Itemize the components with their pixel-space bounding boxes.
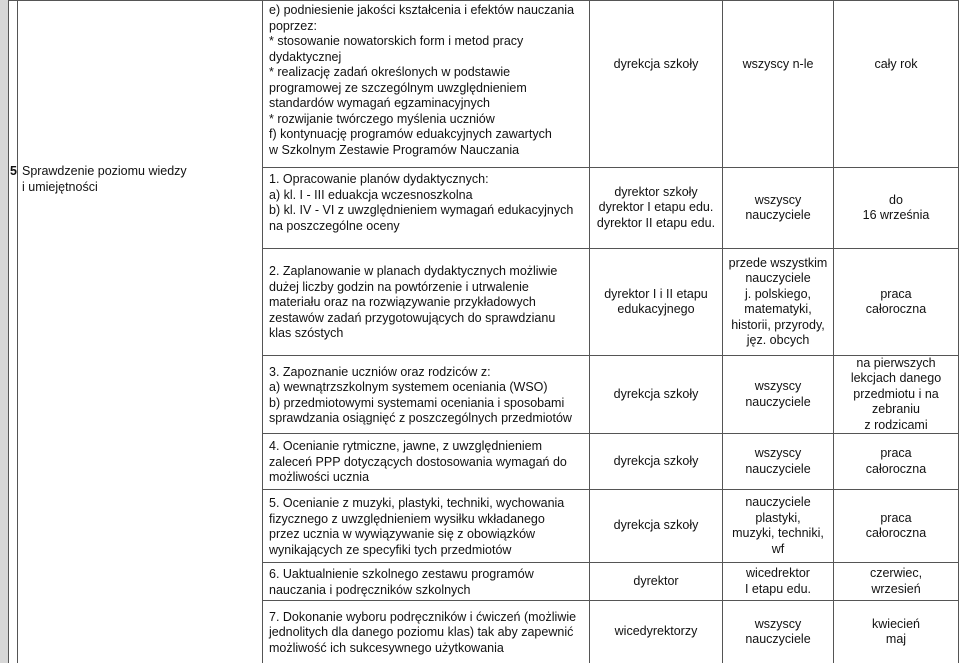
task-cell bbox=[263, 601, 590, 663]
task-line: nauczania i podręczników szkolnych bbox=[269, 582, 471, 597]
task-line: przez ucznia w wywiązywanie się z obowiązków bbox=[269, 527, 536, 541]
executors-line: wszyscy n-le bbox=[742, 57, 814, 71]
task-line: f) kontynuację programów eduakcyjnych zawartych bbox=[269, 127, 552, 141]
task-line: dydaktycznej bbox=[269, 49, 342, 64]
responsible-cell bbox=[590, 434, 723, 490]
executors-cell bbox=[723, 249, 834, 356]
responsible-line: dyrektor bbox=[633, 573, 679, 588]
executors-line: nauczyciele bbox=[745, 271, 811, 285]
section-title-cell bbox=[18, 0, 263, 663]
deadline-line: praca bbox=[880, 510, 912, 525]
task-line: * realizację zadań określonych w podstawie bbox=[269, 65, 511, 79]
executors-line: j. polskiego, bbox=[744, 286, 811, 301]
executors-cell bbox=[723, 490, 834, 563]
deadline-line: maj bbox=[885, 632, 907, 646]
section-title bbox=[22, 164, 187, 195]
deadline-cell bbox=[834, 356, 959, 434]
task-line: 3. Zapoznanie uczniów oraz rodziców z: bbox=[269, 364, 491, 379]
task-line: 7. Dokonanie wyboru podręczników i ćwiczeń (możliwie bbox=[269, 609, 577, 624]
executors-line: plastyki, bbox=[755, 510, 801, 525]
task-line: na poszczególne oceny bbox=[269, 218, 400, 233]
task-line: e) podniesienie jakości kształcenia i efektów nauczania bbox=[269, 3, 575, 17]
task-line: b) przedmiotowymi systemami oceniania i sposobami bbox=[269, 395, 565, 410]
section-number: 5 bbox=[10, 164, 17, 178]
task-line: materiału oraz na rozwiązywanie przykładowych bbox=[269, 295, 536, 310]
responsible-line: dyrektor szkoły bbox=[614, 184, 698, 199]
responsible-cell bbox=[590, 490, 723, 563]
executors-line: nauczyciele bbox=[745, 461, 811, 476]
deadline-line: praca bbox=[880, 286, 912, 301]
task-line: sprawdzania osiągnięć z poszczególnych przedmiotów bbox=[269, 411, 572, 425]
responsible-cell bbox=[590, 249, 723, 356]
executors-line: jęz. obcych bbox=[746, 333, 810, 347]
task-line: możliwość ich sukcesywnego użytkowania bbox=[269, 640, 504, 655]
deadline-line: całoroczna bbox=[865, 461, 927, 476]
task-line: standardów wymagań egzaminacyjnych bbox=[269, 96, 490, 110]
task-line: fizycznego z uwzględnieniem wysiłku wkładanego bbox=[269, 511, 545, 526]
section-title-line: Sprawdzenie poziomu wiedzy bbox=[22, 164, 187, 178]
task-cell bbox=[263, 490, 590, 563]
deadline-cell bbox=[834, 490, 959, 563]
section-title-line: i umiejętności bbox=[22, 179, 98, 194]
task-line: klas szóstych bbox=[269, 326, 344, 341]
responsible-cell bbox=[590, 563, 723, 601]
task-line: jednolitych dla danego poziomu klas) tak aby zapewnić bbox=[269, 625, 574, 640]
responsible-line: wicedyrektorzy bbox=[614, 624, 698, 639]
task-line: zaleceń PPP dotyczących dostosowania wymagań do bbox=[269, 454, 567, 469]
task-line: poprzez: bbox=[269, 18, 317, 33]
deadline-line: lekcjach danego bbox=[850, 371, 942, 386]
section-number-cell bbox=[8, 0, 18, 663]
task-line: * rozwijanie twórczego myślenia uczniów bbox=[269, 111, 495, 126]
task-line: b) kl. IV - VI z uwzględnieniem wymagań edukacyjnych bbox=[269, 203, 574, 217]
task-line: 6. Uaktualnienie szkolnego zestawu programów bbox=[269, 567, 534, 581]
executors-line: przede wszystkim bbox=[728, 255, 828, 270]
executors-line: historii, przyrody, bbox=[731, 317, 825, 332]
deadline-line: z rodzicami bbox=[864, 417, 928, 432]
deadline-line: 16 września bbox=[862, 208, 930, 222]
deadline-line: na pierwszych bbox=[856, 355, 936, 370]
deadline-line: przedmiotu i na bbox=[853, 386, 939, 401]
executors-cell bbox=[723, 563, 834, 601]
executors-line: muzyki, techniki, bbox=[732, 526, 824, 540]
deadline-cell bbox=[834, 0, 959, 168]
executors-cell bbox=[723, 168, 834, 249]
deadline-line: całoroczna bbox=[865, 302, 927, 316]
executors-cell bbox=[723, 601, 834, 663]
responsible-line: dyrekcja szkoły bbox=[613, 453, 699, 468]
task-cell bbox=[263, 563, 590, 601]
executors-line: matematyki, bbox=[744, 302, 812, 316]
executors-cell bbox=[723, 356, 834, 434]
deadline-line: kwiecień bbox=[872, 616, 920, 631]
task-cell bbox=[263, 168, 590, 249]
task-cell bbox=[263, 249, 590, 356]
executors-line: I etapu edu. bbox=[744, 581, 812, 596]
task-line: programowej ze szczególnym uwzględnieniem bbox=[269, 80, 527, 95]
executors-line: nauczyciele bbox=[745, 394, 811, 409]
task-line: 4. Ocenianie rytmiczne, jawne, z uwzględnieniem bbox=[269, 439, 543, 454]
executors-cell bbox=[723, 434, 834, 490]
deadline-line: do bbox=[889, 192, 903, 207]
task-line: zestawów zadań przygotowujących do sprawdzianu bbox=[269, 310, 556, 325]
task-line: możliwości ucznia bbox=[269, 470, 370, 485]
task-line: * stosowanie nowatorskich form i metod pracy bbox=[269, 34, 524, 48]
executors-line: wszyscy bbox=[754, 616, 802, 631]
task-line: w Szkolnym Zestawie Programów Nauczania bbox=[269, 142, 520, 157]
responsible-line: dyrektor I etapu edu. bbox=[598, 200, 714, 215]
responsible-line: dyrekcja szkoły bbox=[613, 518, 699, 533]
executors-line: wf bbox=[771, 541, 785, 556]
deadline-cell bbox=[834, 563, 959, 601]
executors-line: nauczyciele bbox=[745, 495, 811, 509]
responsible-line: dyrektor II etapu edu. bbox=[596, 215, 716, 230]
responsible-cell bbox=[590, 356, 723, 434]
responsible-cell bbox=[590, 0, 723, 168]
responsible-cell bbox=[590, 168, 723, 249]
task-line: dużej liczby godzin na powtórzenie i utrwalenie bbox=[269, 279, 529, 294]
deadline-cell bbox=[834, 168, 959, 249]
executors-line: nauczyciele bbox=[745, 208, 811, 222]
responsible-line: dyrektor I i II etapu bbox=[604, 286, 708, 301]
task-cell bbox=[263, 0, 590, 168]
executors-line: wszyscy bbox=[754, 379, 802, 393]
executors-cell bbox=[723, 0, 834, 168]
deadline-line: czerwiec, bbox=[869, 566, 923, 580]
deadline-cell bbox=[834, 434, 959, 490]
task-line: 2. Zaplanowanie w planach dydaktycznych możliwie bbox=[269, 264, 558, 279]
task-line: 5. Ocenianie z muzyki, plastyki, techniki, wychowania bbox=[269, 496, 565, 510]
deadline-cell bbox=[834, 601, 959, 663]
responsible-line: edukacyjnego bbox=[617, 302, 695, 316]
deadline-cell bbox=[834, 249, 959, 356]
task-cell bbox=[263, 356, 590, 434]
deadline-line: wrzesień bbox=[871, 581, 921, 596]
responsible-line: dyrekcja szkoły bbox=[613, 57, 699, 71]
task-line: a) wewnątrzszkolnym systemem oceniania (WSO) bbox=[269, 380, 548, 394]
deadline-line: praca bbox=[880, 446, 912, 460]
deadline-line: całoroczna bbox=[865, 526, 927, 540]
task-line: 1. Opracowanie planów dydaktycznych: bbox=[269, 172, 489, 186]
executors-line: wicedrektor bbox=[746, 566, 810, 580]
executors-line: wszyscy bbox=[754, 446, 802, 460]
executors-line: wszyscy bbox=[754, 192, 802, 207]
task-cell bbox=[263, 434, 590, 490]
deadline-line: cały rok bbox=[874, 57, 918, 71]
responsible-line: dyrekcja szkoły bbox=[613, 386, 699, 401]
task-line: wynikających ze specyfiki tych przedmiotów bbox=[269, 542, 512, 557]
responsible-cell bbox=[590, 601, 723, 663]
executors-line: nauczyciele bbox=[745, 632, 811, 646]
task-line: a) kl. I - III eduakcja wczesnoszkolna bbox=[269, 187, 473, 202]
deadline-line: zebraniu bbox=[872, 402, 920, 417]
